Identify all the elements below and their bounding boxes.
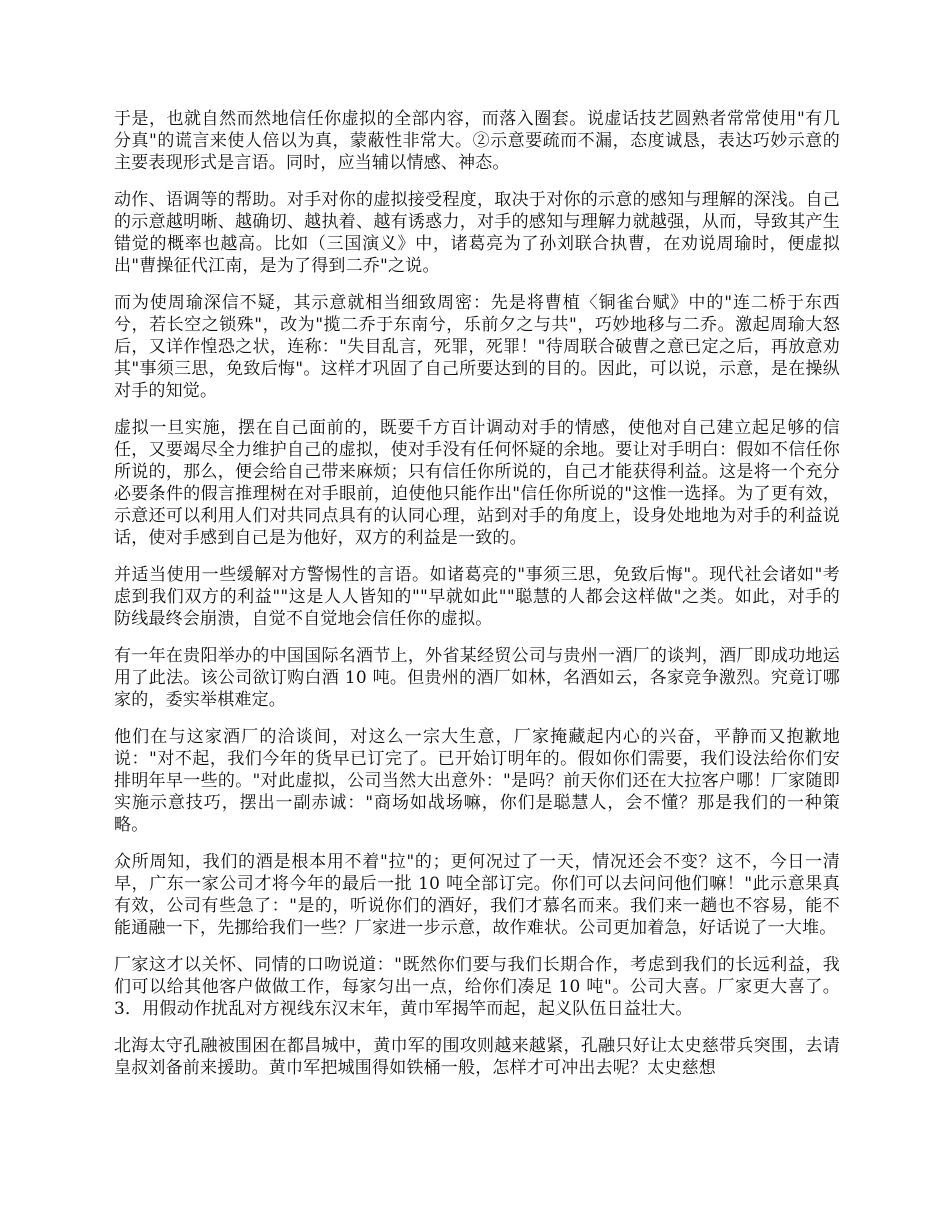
paragraph-8: 众所周知，我们的酒是根本用不着"拉"的；更何况过了一天，情况还会不变？这不，今日一清早，广东一家公司才将今年的最后一批 10 吨全部订完。你们可以去问问他们嘛！"此示意果真有效，公司有些急了："是的，听说你们的酒好，我们才慕名而来。我们来一趟也不容易，能不能通融一下，先挪给我们一些？厂家进一步示意，故作难状。公司更加着急，好话说了一大堆。 bbox=[114, 852, 840, 938]
paragraph-3: 而为使周瑜深信不疑，其示意就相当细致周密：先是将曹植〈铜雀台赋》中的"连二桥于东西兮，若长空之锁殊"，改为"揽二乔于东南兮，乐前夕之与共"，巧妙地移与二乔。激起周瑜大怒后，又详作惶恐之状，连称："失目乱言，死罪，死罪！"待周联合破曹之意已定之后，再放意劝其"事须三思，免致后悔"。这样才巩固了自己所要达到的目的。因此，可以说，示意，是在操纵对手的知觉。 bbox=[114, 293, 840, 401]
document-page bbox=[114, 108, 840, 1094]
paragraph-5: 并适当使用一些缓解对方警惕性的言语。如诸葛亮的"事须三思，免致后悔"。现代社会诸如"考虑到我们双方的利益""这是人人皆知的""早就如此""聪慧的人都会这样做"之类。如此，对手的防线最终会崩溃，自觉不自觉地会信任你的虚拟。 bbox=[114, 565, 840, 629]
paragraph-4: 虚拟一旦实施，摆在自己面前的，既要千方百计调动对手的情感，使他对自己建立起足够的信任，又要竭尽全力维护自己的虚拟，使对手没有任何怀疑的余地。要让对手明白：假如不信任你所说的，那么，便会给自己带来麻烦；只有信任你所说的，自己才能获得利益。这是将一个充分必要条件的假言推理树在对手眼前，迫使他只能作出"信任你所说的"这惟一选择。为了更有效，示意还可以利用人们对共同点具有的认同心理，站到对手的角度上，设身处地地为对手的利益说话，使对手感到自己是为他好，双方的利益是一致的。 bbox=[114, 418, 840, 548]
paragraph-10: 北海太守孔融被围困在都昌城中，黄巾军的围攻则越来越紧，孔融只好让太史慈带兵突围，去请皇叔刘备前来援助。黄巾军把城围得如铁桶一般，怎样才可冲出去呢？太史慈想 bbox=[114, 1036, 840, 1078]
paragraph-2: 动作、语调等的帮助。对手对你的虚拟接受程度，取决于对你的示意的感知与理解的深浅。自己的示意越明晰、越确切、越执着、越有诱惑力，对手的感知与理解力就越强，从而，导致其产生错觉的概率也越高。比如（三国演义》中，诸葛亮为了孙刘联合执曹，在劝说周瑜时，便虚拟出"曹操征代江南，是为了得到二乔"之说。 bbox=[114, 190, 840, 276]
paragraph-9: 厂家这才以关怀、同情的口吻说道："既然你们要与我们长期合作，考虑到我们的长远利益，我们可以给其他客户做做工作，每家匀出一点，给你们凑足 10 吨"。公司大喜。厂家更大喜了。3．用假动作扰乱对方视线东汉末年，黄巾军揭竿而起，起义队伍日益壮大。 bbox=[114, 955, 840, 1019]
paragraph-7: 他们在与这家酒厂的洽谈间，对这么一宗大生意，厂家掩藏起内心的兴奋，平静而又抱歉地说："对不起，我们今年的货早已订完了。已开始订明年的。假如你们需要，我们设法给你们安排明年早一些的。"对此虚拟，公司当然大出意外："是吗？前天你们还在大拉客户哪！厂家随即实施示意技巧，摆出一副赤诚："商场如战场嘛，你们是聪慧人，会不懂？那是我们的一种策略。 bbox=[114, 727, 840, 835]
paragraph-1: 于是，也就自然而然地信任你虚拟的全部内容，而落入圈套。说虚话技艺圆熟者常常使用"有几分真"的谎言来使人倍以为真，蒙蔽性非常大。②示意要疏而不漏，态度诚恳，表达巧妙示意的主要表现形式是言语。同时，应当辅以情感、神态。 bbox=[114, 109, 840, 173]
paragraph-6: 有一年在贵阳举办的中国国际名酒节上，外省某经贸公司与贵州一酒厂的谈判，酒厂即成功地运用了此法。该公司欲订购白酒 10 吨。但贵州的酒厂如林，名酒如云，各家竞争激烈。究竟订哪家的，委实举棋难定。 bbox=[114, 646, 840, 710]
